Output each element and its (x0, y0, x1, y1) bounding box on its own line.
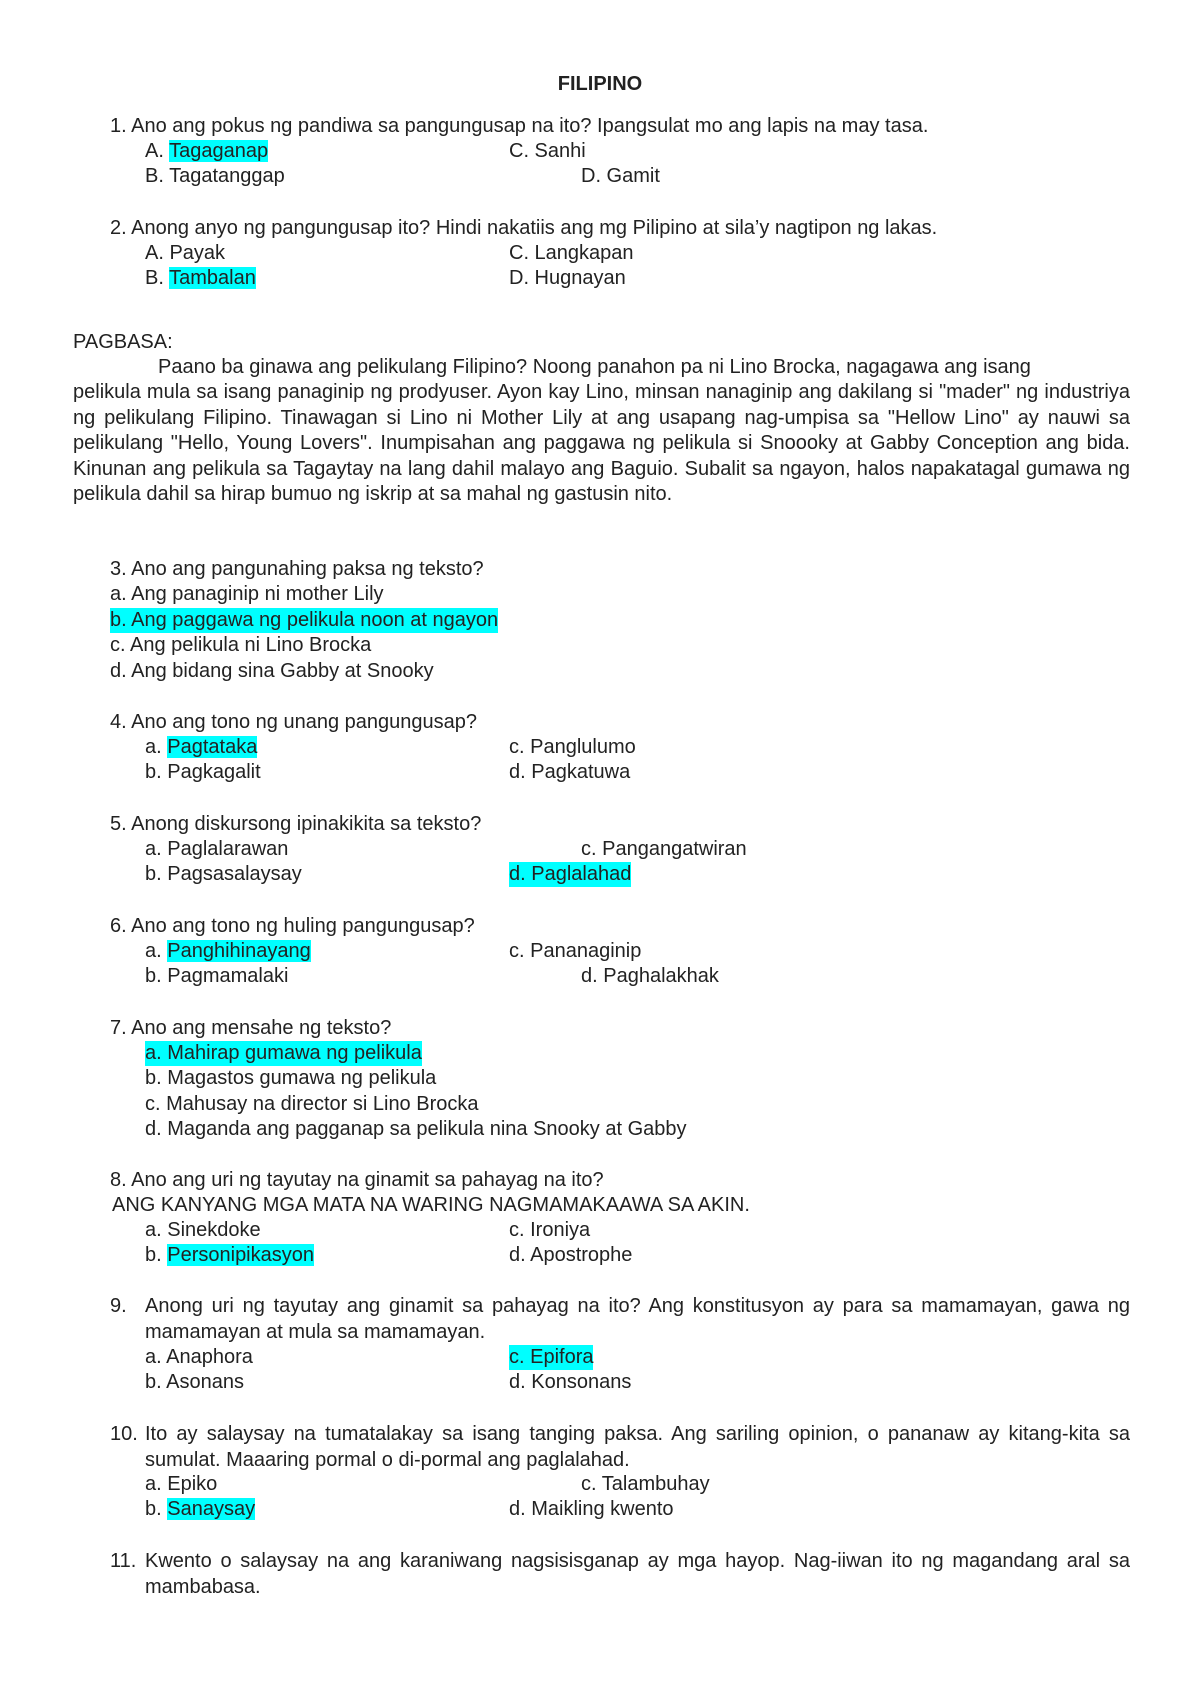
page-title: FILIPINO (557, 73, 643, 95)
q6-answer-highlight: Panghihinayang (167, 940, 311, 962)
q2-option-b: B. Tambalan (145, 267, 256, 289)
q7-option-d: d. Maganda ang pagganap sa pelikula nina Snooky at Gabby (145, 1118, 687, 1140)
question-2: 2. Anong anyo ng pangungusap ito? Hindi nakatiis ang mg Pilipino at sila’y nagtipon ng lakas. (110, 217, 938, 239)
q8-option-d: d. Apostrophe (509, 1244, 633, 1266)
q7-option-b: b. Magastos gumawa ng pelikula (145, 1067, 437, 1089)
q9-option-c-highlighted: c. Epifora (509, 1346, 594, 1368)
q10-answer-highlight: Sanaysay (167, 1498, 256, 1520)
q10-number: 10. (110, 1423, 138, 1445)
q6-option-c: c. Pananaginip (509, 940, 642, 962)
question-5: 5. Anong diskursong ipinakikita sa teksto? (110, 813, 482, 835)
q2-option-a: A. Payak (145, 242, 226, 264)
pagbasa-label: PAGBASA: (73, 331, 173, 353)
q1-option-c: C. Sanhi (509, 140, 586, 162)
q3-option-d: d. Ang bidang sina Gabby at Snooky (110, 660, 434, 682)
question-1: 1. Ano ang pokus ng pandiwa sa pangungusap na ito? Ipangsulat mo ang lapis na may tasa. (110, 115, 929, 137)
q3-option-a: a. Ang panaginip ni mother Lily (110, 583, 384, 605)
q10-option-d: d. Maikling kwento (509, 1498, 674, 1520)
question-8: 8. Ano ang uri ng tayutay na ginamit sa pahayag na ito? (110, 1169, 604, 1191)
q6-option-a: a. Panghihinayang (145, 940, 311, 962)
pagbasa-paragraph: pelikula mula sa isang panaginip ng prodyuser. Ayon kay Lino, minsan nanaginip ang dakilang si "mader" ng industriya ng pelikulang Filipino. Tinawagan si Lino ni Mother Lily at ang usapang nag-umpisa sa "Hellow Lino" ay nauwi sa pelikulang "Hello, Young Lovers". Inumpisahan ang paggawa ng pelikula si Snoooky at Gabby Conception ang bida. Kinunan ang pelikula sa Tagaytay na lang dahil malayo ang Baguio. Subalit sa ngayon, halos napakatagal gumawa ng pelikula dahil sa hirap bumuo ng iskrip at sa mahal ng gastusin nito. (73, 381, 1130, 506)
q7-option-c: c. Mahusay na director si Lino Brocka (145, 1093, 479, 1115)
q5-option-b: b. Pagsasalaysay (145, 863, 302, 885)
q10-option-c: c. Talambuhay (581, 1473, 710, 1495)
q1-option-a: A. Tagaganap (145, 140, 269, 162)
question-4: 4. Ano ang tono ng unang pangungusap? (110, 711, 478, 733)
q10-option-b: b. Sanaysay (145, 1498, 256, 1520)
question-11: Kwento o salaysay na ang karaniwang nagsisisganap ay mga hayop. Nag-iiwan ito ng magandang aral sa mambabasa. (145, 1550, 1130, 1598)
q8-option-b: b. Personipikasyon (145, 1244, 314, 1266)
question-6: 6. Ano ang tono ng huling pangungusap? (110, 915, 475, 937)
q1-option-b: B. Tagatanggap (145, 165, 285, 187)
q3-option-c: c. Ang pelikula ni Lino Brocka (110, 634, 372, 656)
q4-option-c: c. Panglulumo (509, 736, 636, 758)
question-9: Anong uri ng tayutay ang ginamit sa pahayag na ito? Ang konstitusyon ay para sa mamamayan, gawa ng mamamayan at mula sa mamamayan. (145, 1295, 1130, 1343)
q4-answer-highlight: Pagtataka (167, 736, 258, 758)
q2-option-c: C. Langkapan (509, 242, 634, 264)
q1-answer-highlight: Tagaganap (169, 140, 269, 162)
q1-option-d: D. Gamit (581, 165, 660, 187)
q3-option-b-highlighted: b. Ang paggawa ng pelikula noon at ngayon (110, 609, 499, 631)
q8-answer-highlight: Personipikasyon (167, 1244, 314, 1266)
q9-option-a: a. Anaphora (145, 1346, 253, 1368)
q8-option-c: c. Ironiya (509, 1219, 591, 1241)
q4-option-a: a. Pagtataka (145, 736, 258, 758)
q5-option-a: a. Paglalarawan (145, 838, 289, 860)
q8-option-a: a. Sinekdoke (145, 1219, 261, 1241)
q9-option-d: d. Konsonans (509, 1371, 632, 1393)
q10-option-a: a. Epiko (145, 1473, 218, 1495)
q11-number: 11. (110, 1550, 137, 1572)
q2-answer-highlight: Tambalan (169, 267, 256, 289)
q6-option-d: d. Paghalakhak (581, 965, 719, 987)
q2-option-d: D. Hugnayan (509, 267, 626, 289)
q4-option-b: b. Pagkagalit (145, 761, 261, 783)
pagbasa-paragraph-first-line: Paano ba ginawa ang pelikulang Filipino? Noong panahon pa ni Lino Brocka, nagagawa ang isang (158, 356, 1031, 378)
q9-option-b: b. Asonans (145, 1371, 244, 1393)
q9-number: 9. (110, 1295, 127, 1317)
q5-option-c: c. Pangangatwiran (581, 838, 747, 860)
question-10: Ito ay salaysay na tumatalakay sa isang tanging paksa. Ang sariling opinion, o pananaw ay kitang-kita sa sumulat. Maaaring pormal o di-pormal ang paglalahad. (145, 1423, 1130, 1471)
question-3: 3. Ano ang pangunahing paksa ng teksto? (110, 558, 484, 580)
q5-option-d-highlighted: d. Paglalahad (509, 863, 632, 885)
q4-option-d: d. Pagkatuwa (509, 761, 631, 783)
q8-statement: ANG KANYANG MGA MATA NA WARING NAGMAMAKAAWA SA AKIN. (112, 1194, 750, 1216)
q6-option-b: b. Pagmamalaki (145, 965, 289, 987)
question-7: 7. Ano ang mensahe ng teksto? (110, 1017, 392, 1039)
q7-option-a-highlighted: a. Mahirap gumawa ng pelikula (145, 1042, 422, 1064)
